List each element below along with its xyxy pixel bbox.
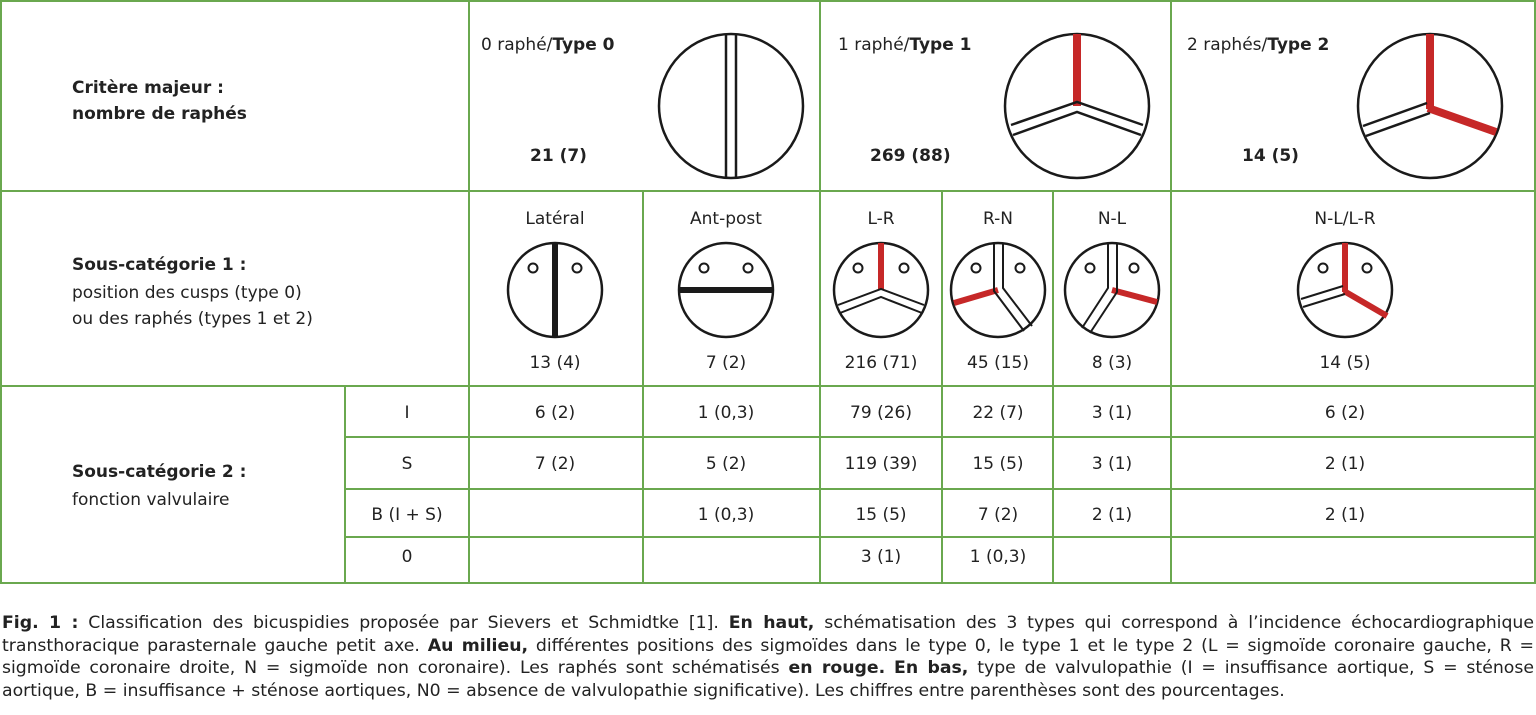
subcat1-desc-1: position des cusps (type 0) bbox=[72, 283, 302, 303]
caption-text-2: schématisation des 3 types qui correspond à l’incidence échocardiographique transthoracique parasternale gauche petit axe. bbox=[2, 613, 1535, 656]
function-cell: 5 (2) bbox=[705, 454, 747, 474]
type2-valve-diagram bbox=[1358, 34, 1502, 178]
type1-heading: 1 raphé/Type 1 bbox=[838, 35, 972, 55]
count-lateral: 13 (4) bbox=[529, 353, 581, 373]
function-cell: 6 (2) bbox=[534, 403, 576, 423]
col-label-lr: L-R bbox=[867, 209, 895, 229]
caption-text-5: type de valvulopathie (I = insuffisance aortique, S = sténose aortique, B = insuffisance + sténose aortiques, N0 = absence de valvulopathie significative). Les chiffres entre parenthèses sont des pourcentages. bbox=[2, 658, 1534, 701]
caption-bold-2: Au milieu, bbox=[427, 635, 529, 656]
type2-raphe-b bbox=[1428, 108, 1496, 132]
type0-heading: 0 raphé/Type 0 bbox=[481, 35, 615, 55]
valve-nl bbox=[1065, 243, 1159, 337]
type2-count: 14 (5) bbox=[1242, 146, 1299, 166]
valve-nl-lr bbox=[1298, 243, 1392, 337]
function-cell: 7 (2) bbox=[977, 505, 1019, 525]
function-row-label: S bbox=[401, 454, 413, 474]
function-cell: 2 (1) bbox=[1324, 505, 1366, 525]
valve-lateral bbox=[508, 243, 602, 337]
col-label-nl-lr: N-L/L-R bbox=[1314, 209, 1376, 229]
type0-valve-diagram bbox=[659, 34, 803, 178]
function-cell: 1 (0,3) bbox=[697, 403, 755, 423]
subcat2-title: Sous-catégorie 2 : bbox=[72, 462, 247, 482]
caption-bold-4: En bas, bbox=[894, 658, 969, 678]
function-cell: 119 (39) bbox=[844, 454, 918, 474]
function-cell: 3 (1) bbox=[1091, 454, 1133, 474]
col-label-antpost: Ant-post bbox=[690, 209, 762, 229]
function-cell: 22 (7) bbox=[972, 403, 1024, 423]
col-label-rn: R-N bbox=[983, 209, 1013, 229]
caption-text-1: Classification des bicuspidies proposée par Sievers et Schmidtke [1]. bbox=[78, 613, 729, 633]
caption-bold-1: En haut, bbox=[728, 613, 815, 633]
function-cell: 15 (5) bbox=[972, 454, 1024, 474]
function-row-label: B (I + S) bbox=[371, 505, 443, 525]
col-label-lateral: Latéral bbox=[525, 209, 585, 229]
count-nl: 8 (3) bbox=[1091, 353, 1133, 373]
col-label-nl: N-L bbox=[1097, 209, 1127, 229]
subcat2-desc: fonction valvulaire bbox=[72, 490, 230, 510]
caption-text-3: différentes positions des sigmoïdes dans le type 0, le type 1 et le type 2 (L = sigmoïde coronaire gauche, R = sigmoïde coronaire droite, N = sigmoïde non coronaire). Les raphés sont schématisés bbox=[2, 635, 1534, 678]
subcat1-desc-2: ou des raphés (types 1 et 2) bbox=[72, 309, 313, 329]
figure-caption bbox=[2, 612, 1534, 702]
function-row-label: I bbox=[404, 403, 410, 423]
function-cell: 6 (2) bbox=[1324, 403, 1366, 423]
criterion-title-1: Critère majeur : bbox=[72, 78, 224, 98]
valve-rn bbox=[951, 243, 1045, 337]
function-cell: 3 (1) bbox=[860, 547, 902, 567]
caption-text-4 bbox=[885, 658, 894, 678]
function-table bbox=[371, 403, 1365, 567]
caption-fig-label: Fig. 1 : bbox=[2, 613, 79, 633]
subcat1-title: Sous-catégorie 1 : bbox=[72, 255, 247, 275]
valve-antpost bbox=[679, 243, 773, 337]
function-cell: 1 (0,3) bbox=[969, 547, 1027, 567]
valve-lr bbox=[834, 243, 928, 337]
function-cell: 3 (1) bbox=[1091, 403, 1133, 423]
function-cell: 7 (2) bbox=[534, 454, 576, 474]
count-nl-lr: 14 (5) bbox=[1319, 353, 1371, 373]
function-cell: 15 (5) bbox=[855, 505, 907, 525]
function-cell: 1 (0,3) bbox=[697, 505, 755, 525]
function-cell: 2 (1) bbox=[1324, 454, 1366, 474]
type1-valve-diagram bbox=[1005, 34, 1149, 178]
function-cell: 79 (26) bbox=[850, 403, 912, 423]
count-rn: 45 (15) bbox=[967, 353, 1029, 373]
criterion-title-2: nombre de raphés bbox=[72, 104, 247, 124]
count-lr: 216 (71) bbox=[844, 353, 918, 373]
type2-heading: 2 raphés/Type 2 bbox=[1187, 35, 1330, 55]
function-cell: 2 (1) bbox=[1091, 505, 1133, 525]
type1-count: 269 (88) bbox=[870, 146, 951, 166]
caption-bold-3: en rouge. bbox=[788, 658, 886, 678]
count-antpost: 7 (2) bbox=[705, 353, 747, 373]
function-row-label: 0 bbox=[401, 547, 413, 567]
type0-count: 21 (7) bbox=[530, 146, 587, 166]
